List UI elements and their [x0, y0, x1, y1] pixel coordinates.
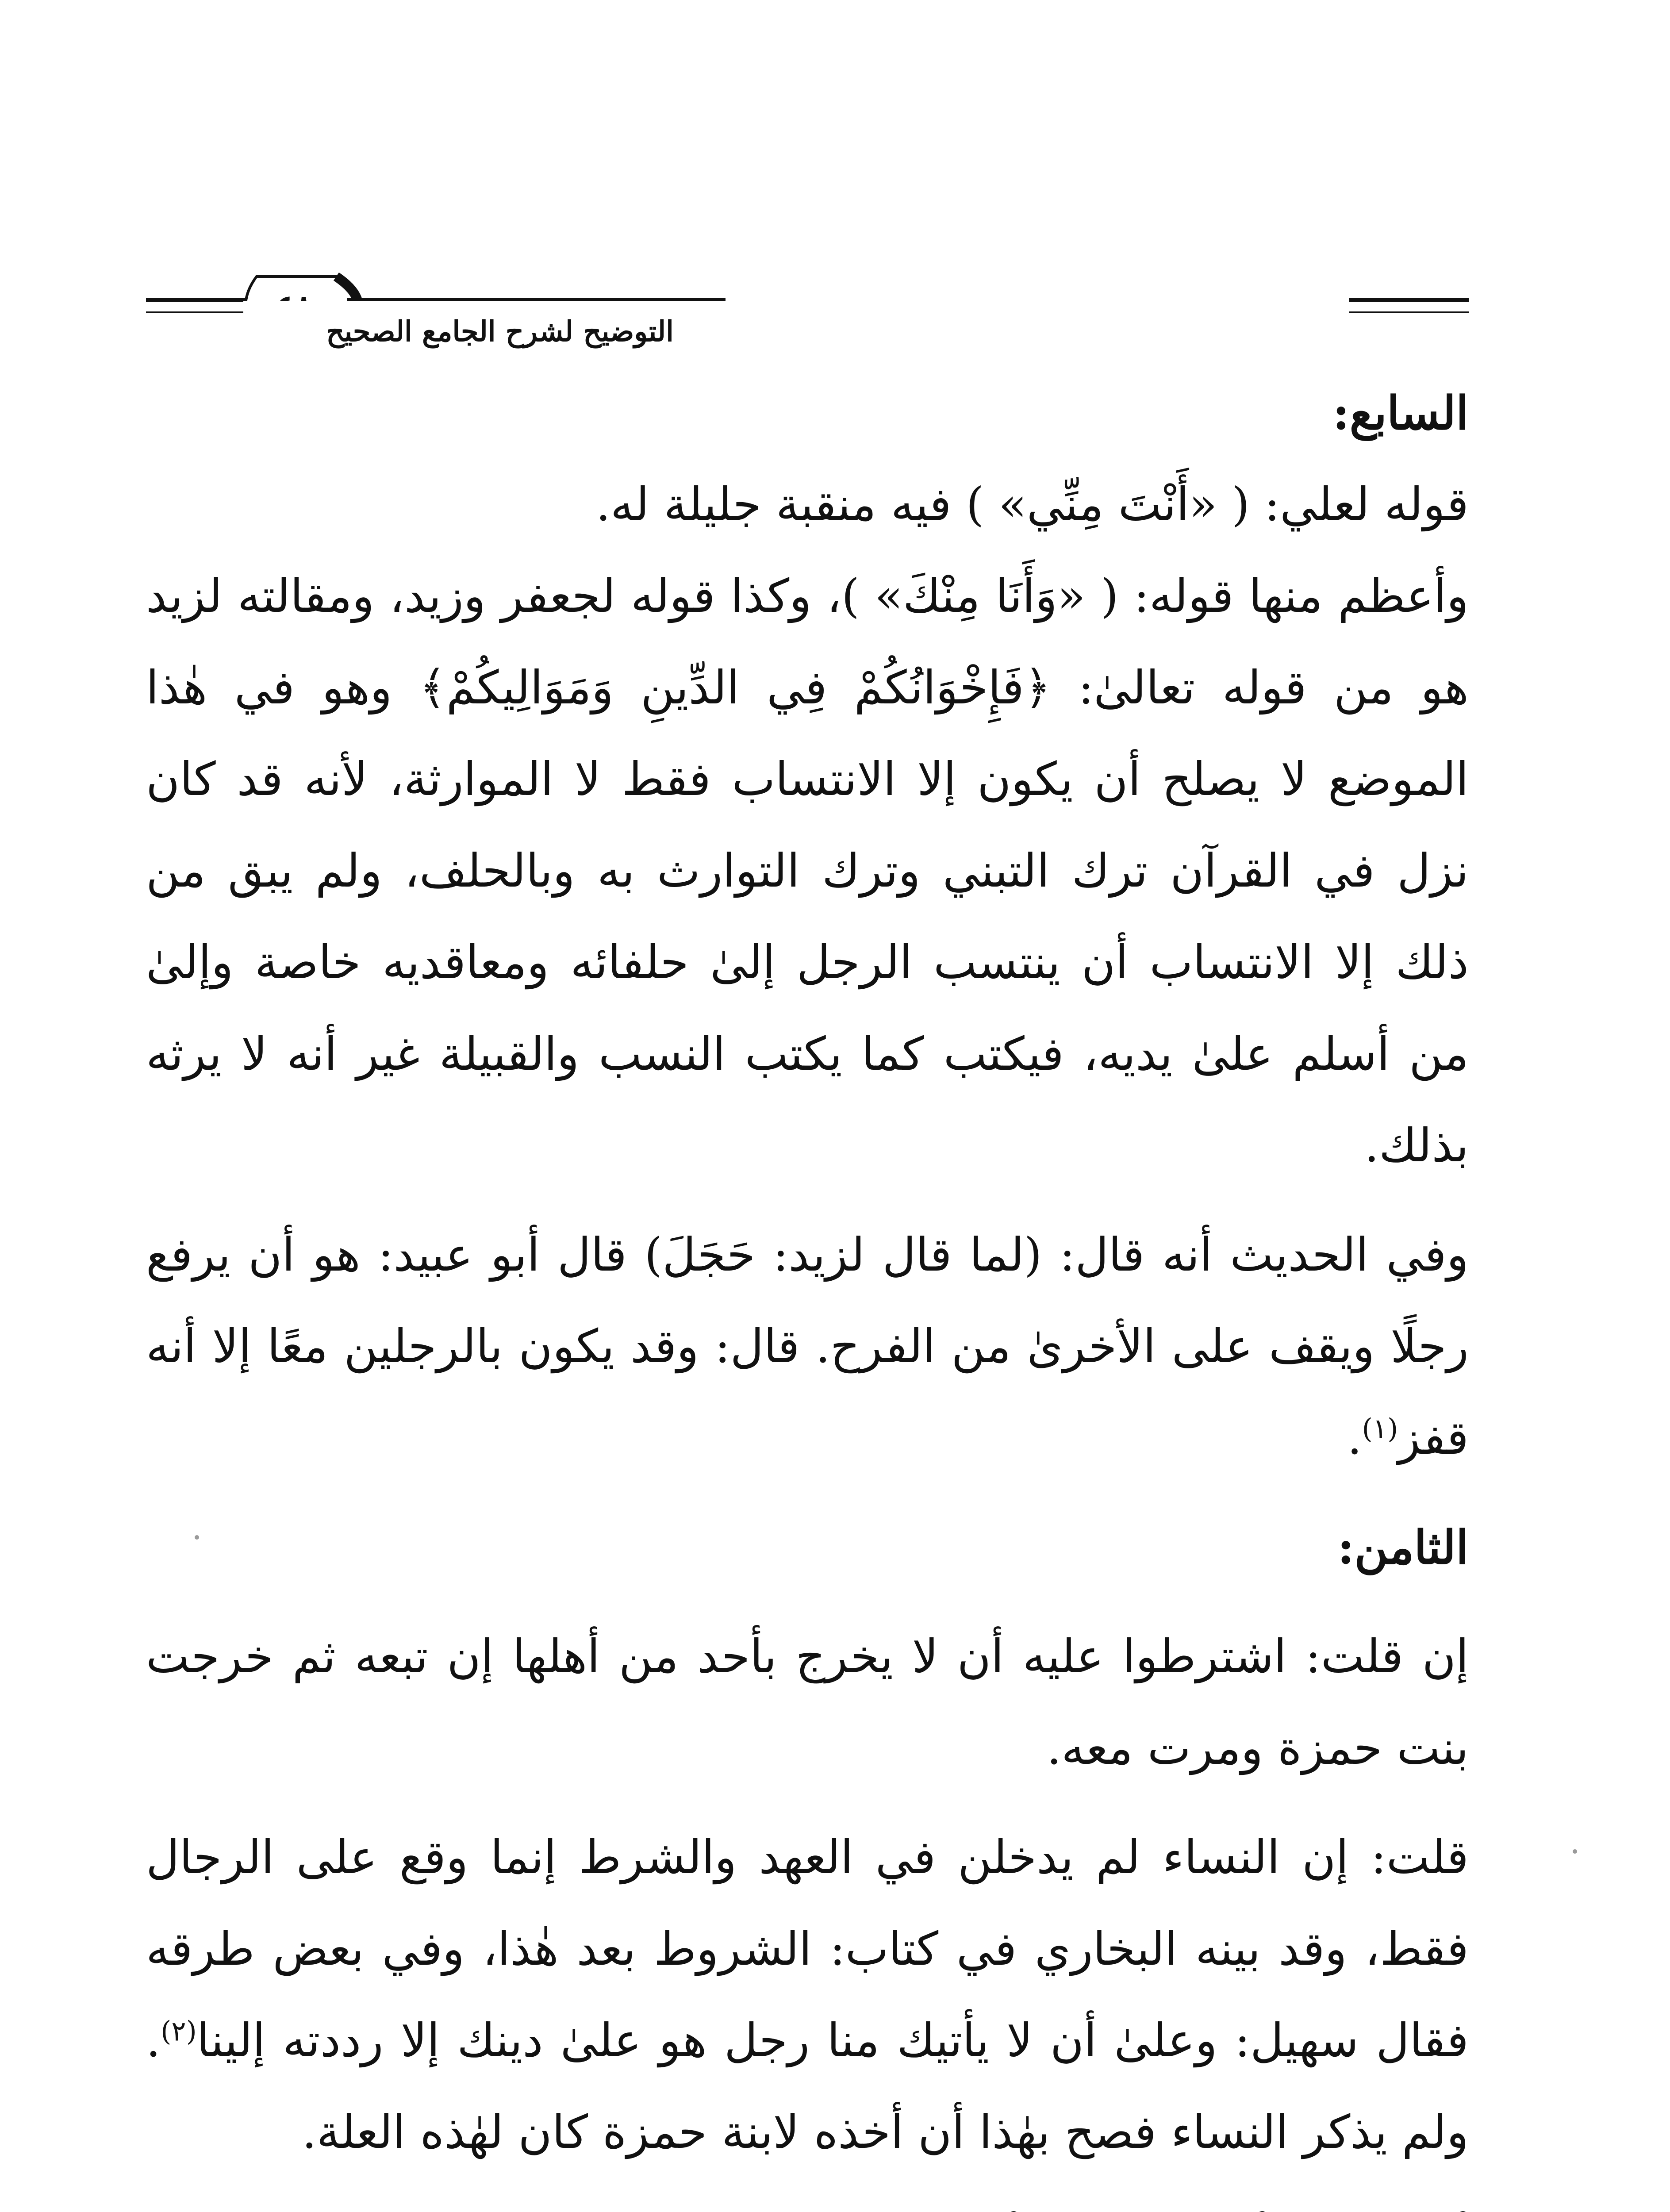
footnote-ref-1: (١) — [1362, 1412, 1398, 1445]
running-title: التوضيح لشرح الجامع الصحيح — [243, 301, 756, 363]
paragraph-5 — [146, 1812, 1469, 2178]
paragraph-2-start: وأعظم منها قوله: ( «وَأَنَا مِنْكَ» )، وكذا قوله لجعفر وزيد، ومقالته لزيد هو من قوله تعالىٰ: — [146, 569, 1469, 714]
paragraph-6 — [146, 2196, 1469, 2212]
paragraph-2-end: وهو في هٰذا الموضع لا يصلح أن يكون إلا الانتساب فقط لا الموارثة، لأنه قد كان نزل في القرآن ترك التبني وترك التوارث به وبالحلف، ولم يبق من ذلك إلا الانتساب أن ينتسب الرجل إلىٰ حلفائه ومعاقديه خاصة وإلىٰ من أسلم علىٰ يديه، فيكتب كما يكتب النسب والقبيلة غير أنه لا يرثه بذلك. — [146, 661, 1469, 1172]
scan-speck — [1573, 1849, 1577, 1854]
footnote-ref-2: (٢) — [161, 2015, 197, 2047]
section-heading-eighth: الثامن: — [1337, 1520, 1469, 1575]
paragraph-3-text: وفي الحديث أنه قال: (لما قال لزيد: حَجَلَ) قال أبو عبيد: هو أن يرفع رجلًا ويقف على الأخرىٰ من الفرح. قال: وقد يكون بالرجلين معًا إلا أنه قفز — [146, 1228, 1469, 1465]
paragraph-5-text: قلت: إن النساء لم يدخلن في العهد والشرط إنما وقع على الرجال فقط، وقد بينه البخاري في كتاب: الشروط بعد هٰذا، وفي بعض طرقه فقال سهيل: وعلىٰ أن لا يأتيك منا رجل هو علىٰ دينك إلا رددته إلينا — [146, 1830, 1469, 2067]
scan-speck — [195, 1535, 199, 1540]
paragraph-5-end: . ولم يذكر النساء فصح بهٰذا أن أخذه لابنة حمزة كان لهٰذه العلة. — [146, 2013, 1469, 2159]
main-text — [146, 367, 1469, 2212]
paragraph-2 — [146, 550, 1469, 1191]
paragraph-3 — [146, 1209, 1469, 1484]
paragraph-1: قوله لعلي: ( «أَنْتَ مِنِّي» ) فيه منقبة جليلة له. — [595, 477, 1469, 531]
page-header — [146, 248, 1473, 363]
paragraph-4: إن قلت: اشترطوا عليه أن لا يخرج بأحد من أهلها إن تبعه ثم خرجت بنت حمزة ومرت معه. — [146, 1629, 1469, 1775]
section-heading-seventh: السابع: — [1332, 386, 1469, 440]
paragraph-3-end: . — [1347, 1411, 1362, 1465]
quran-verse: ﴿فَإِخْوَانُكُمْ فِي الدِّينِ وَمَوَالِيكُمْ﴾ — [419, 661, 1051, 714]
